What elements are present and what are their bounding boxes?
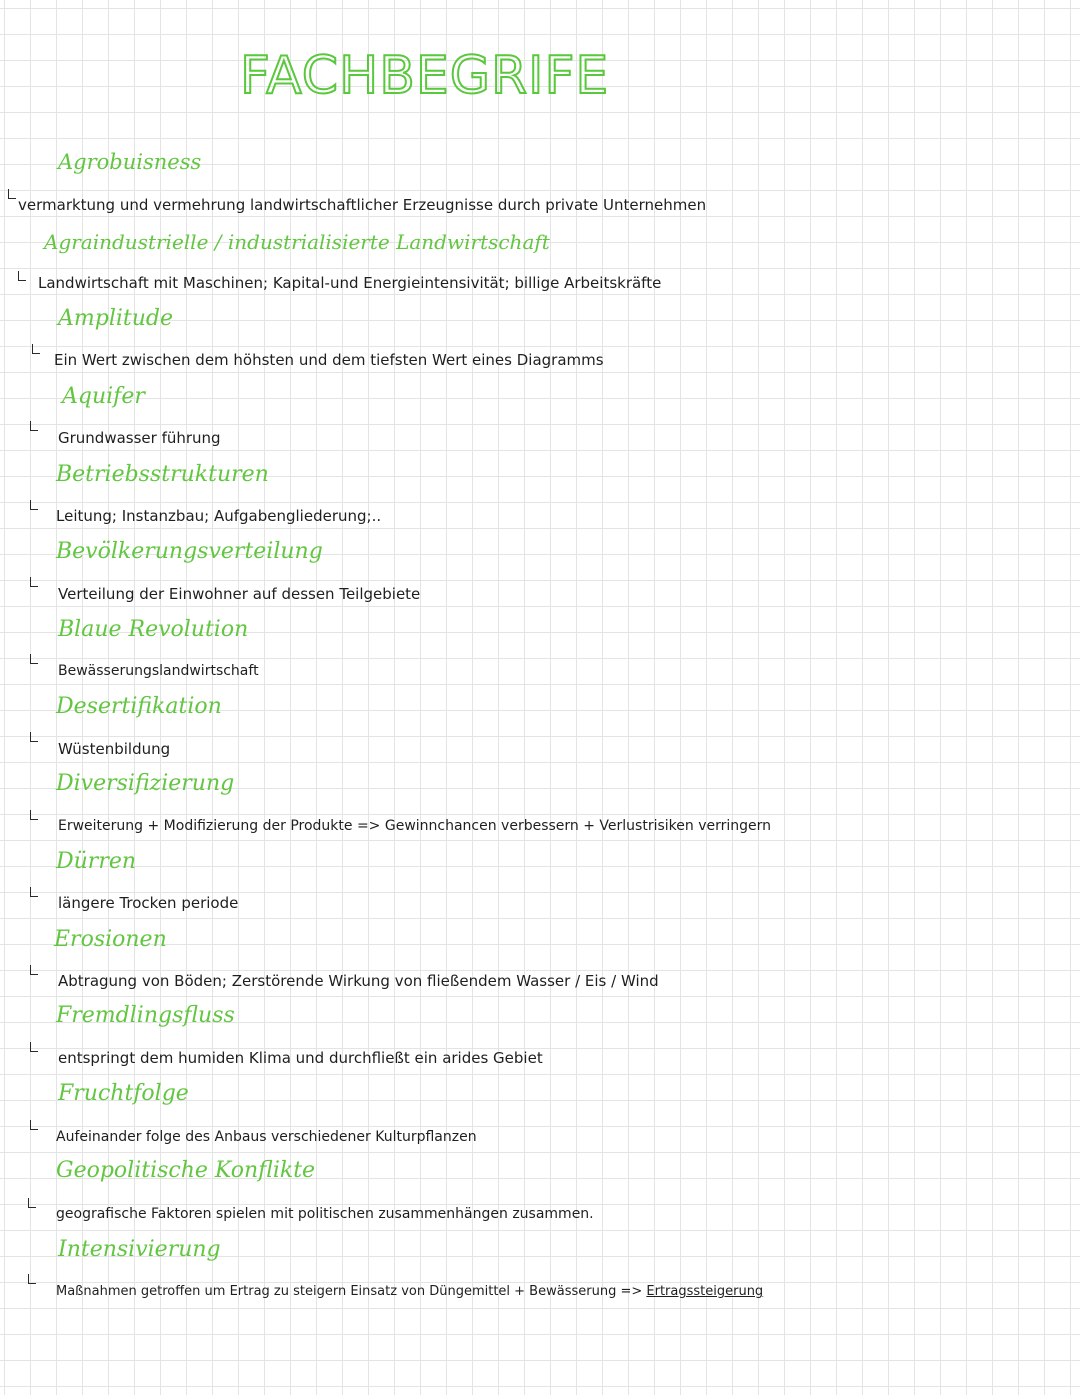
term-bevoelkerungsverteilung: Bevölkerungsverteilung <box>56 539 323 564</box>
definition-diversifizierung: Erweiterung + Modifizierung der Produkte => Gewinnchancen verbessern + Verlustrisiken verringern <box>58 818 772 834</box>
definition-agraindustrielle: Landwirtschaft mit Maschinen; Kapital-und Energieintensivität; billige Arbeitskräfte <box>38 274 662 292</box>
arrow-icon <box>28 1274 36 1284</box>
arrow-icon <box>32 344 40 354</box>
definition-blaue-revolution: Bewässerungslandwirtschaft <box>58 663 259 679</box>
term-amplitude: Amplitude <box>58 306 174 331</box>
arrow-icon <box>30 421 38 431</box>
definition-erosionen: Abtragung von Böden; Zerstörende Wirkung von fließendem Wasser / Eis / Wind <box>58 972 659 990</box>
definition-intensivierung <box>56 1281 763 1303</box>
term-duerren: Dürren <box>56 849 137 874</box>
term-aquifer: Aquifer <box>62 384 145 409</box>
term-fruchtfolge: Fruchtfolge <box>58 1081 189 1106</box>
definition-bevoelkerungsverteilung: Verteilung der Einwohner auf dessen Teilgebiete <box>58 585 421 603</box>
arrow-icon <box>30 732 38 742</box>
page-title: FACHBEGRIFE <box>240 46 610 106</box>
term-agrobuisness: Agrobuisness <box>58 150 202 174</box>
term-betriebsstrukturen: Betriebsstrukturen <box>56 462 269 487</box>
definition-intensivierung-text: Maßnahmen getroffen um Ertrag zu steigern Einsatz von Düngemittel + Bewässerung => <box>56 1284 643 1299</box>
arrow-icon <box>30 810 38 820</box>
arrow-icon <box>18 271 26 281</box>
arrow-icon <box>30 500 38 510</box>
definition-intensivierung-result: Ertragssteigerung <box>646 1284 764 1299</box>
arrow-icon <box>30 1042 38 1052</box>
arrow-icon <box>30 965 38 975</box>
definition-aquifer: Grundwasser führung <box>58 429 221 447</box>
arrow-icon <box>8 189 16 199</box>
arrow-icon <box>30 654 38 664</box>
definition-duerren: längere Trocken periode <box>58 894 239 912</box>
term-diversifizierung: Diversifizierung <box>56 771 235 796</box>
term-erosionen: Erosionen <box>54 927 167 952</box>
definition-amplitude: Ein Wert zwischen dem höhsten und dem tiefsten Wert eines Diagramms <box>54 351 604 369</box>
arrow-icon <box>28 1198 36 1208</box>
term-blaue-revolution: Blaue Revolution <box>58 617 249 642</box>
arrow-icon <box>30 1120 38 1130</box>
definition-geopolitische-konflikte: geografische Faktoren spielen mit politischen zusammenhängen zusammen. <box>56 1206 594 1222</box>
term-desertifikation: Desertifikation <box>56 694 222 719</box>
definition-fruchtfolge: Aufeinander folge des Anbaus verschiedener Kulturpflanzen <box>56 1129 477 1145</box>
definition-betriebsstrukturen: Leitung; Instanzbau; Aufgabengliederung;.. <box>56 507 382 525</box>
definition-fremdlingsfluss: entspringt dem humiden Klima und durchfließt ein arides Gebiet <box>58 1049 543 1067</box>
arrow-icon <box>30 577 38 587</box>
definition-agrobuisness: vermarktung und vermehrung landwirtschaftlicher Erzeugnisse durch private Unternehmen <box>18 196 707 214</box>
term-geopolitische-konflikte: Geopolitische Konflikte <box>56 1158 316 1183</box>
term-fremdlingsfluss: Fremdlingsfluss <box>56 1003 235 1028</box>
arrow-icon <box>30 887 38 897</box>
definition-desertifikation: Wüstenbildung <box>58 740 171 758</box>
term-agraindustrielle: Agraindustrielle / industrialisierte Landwirtschaft <box>44 230 550 254</box>
term-intensivierung: Intensivierung <box>58 1237 221 1262</box>
